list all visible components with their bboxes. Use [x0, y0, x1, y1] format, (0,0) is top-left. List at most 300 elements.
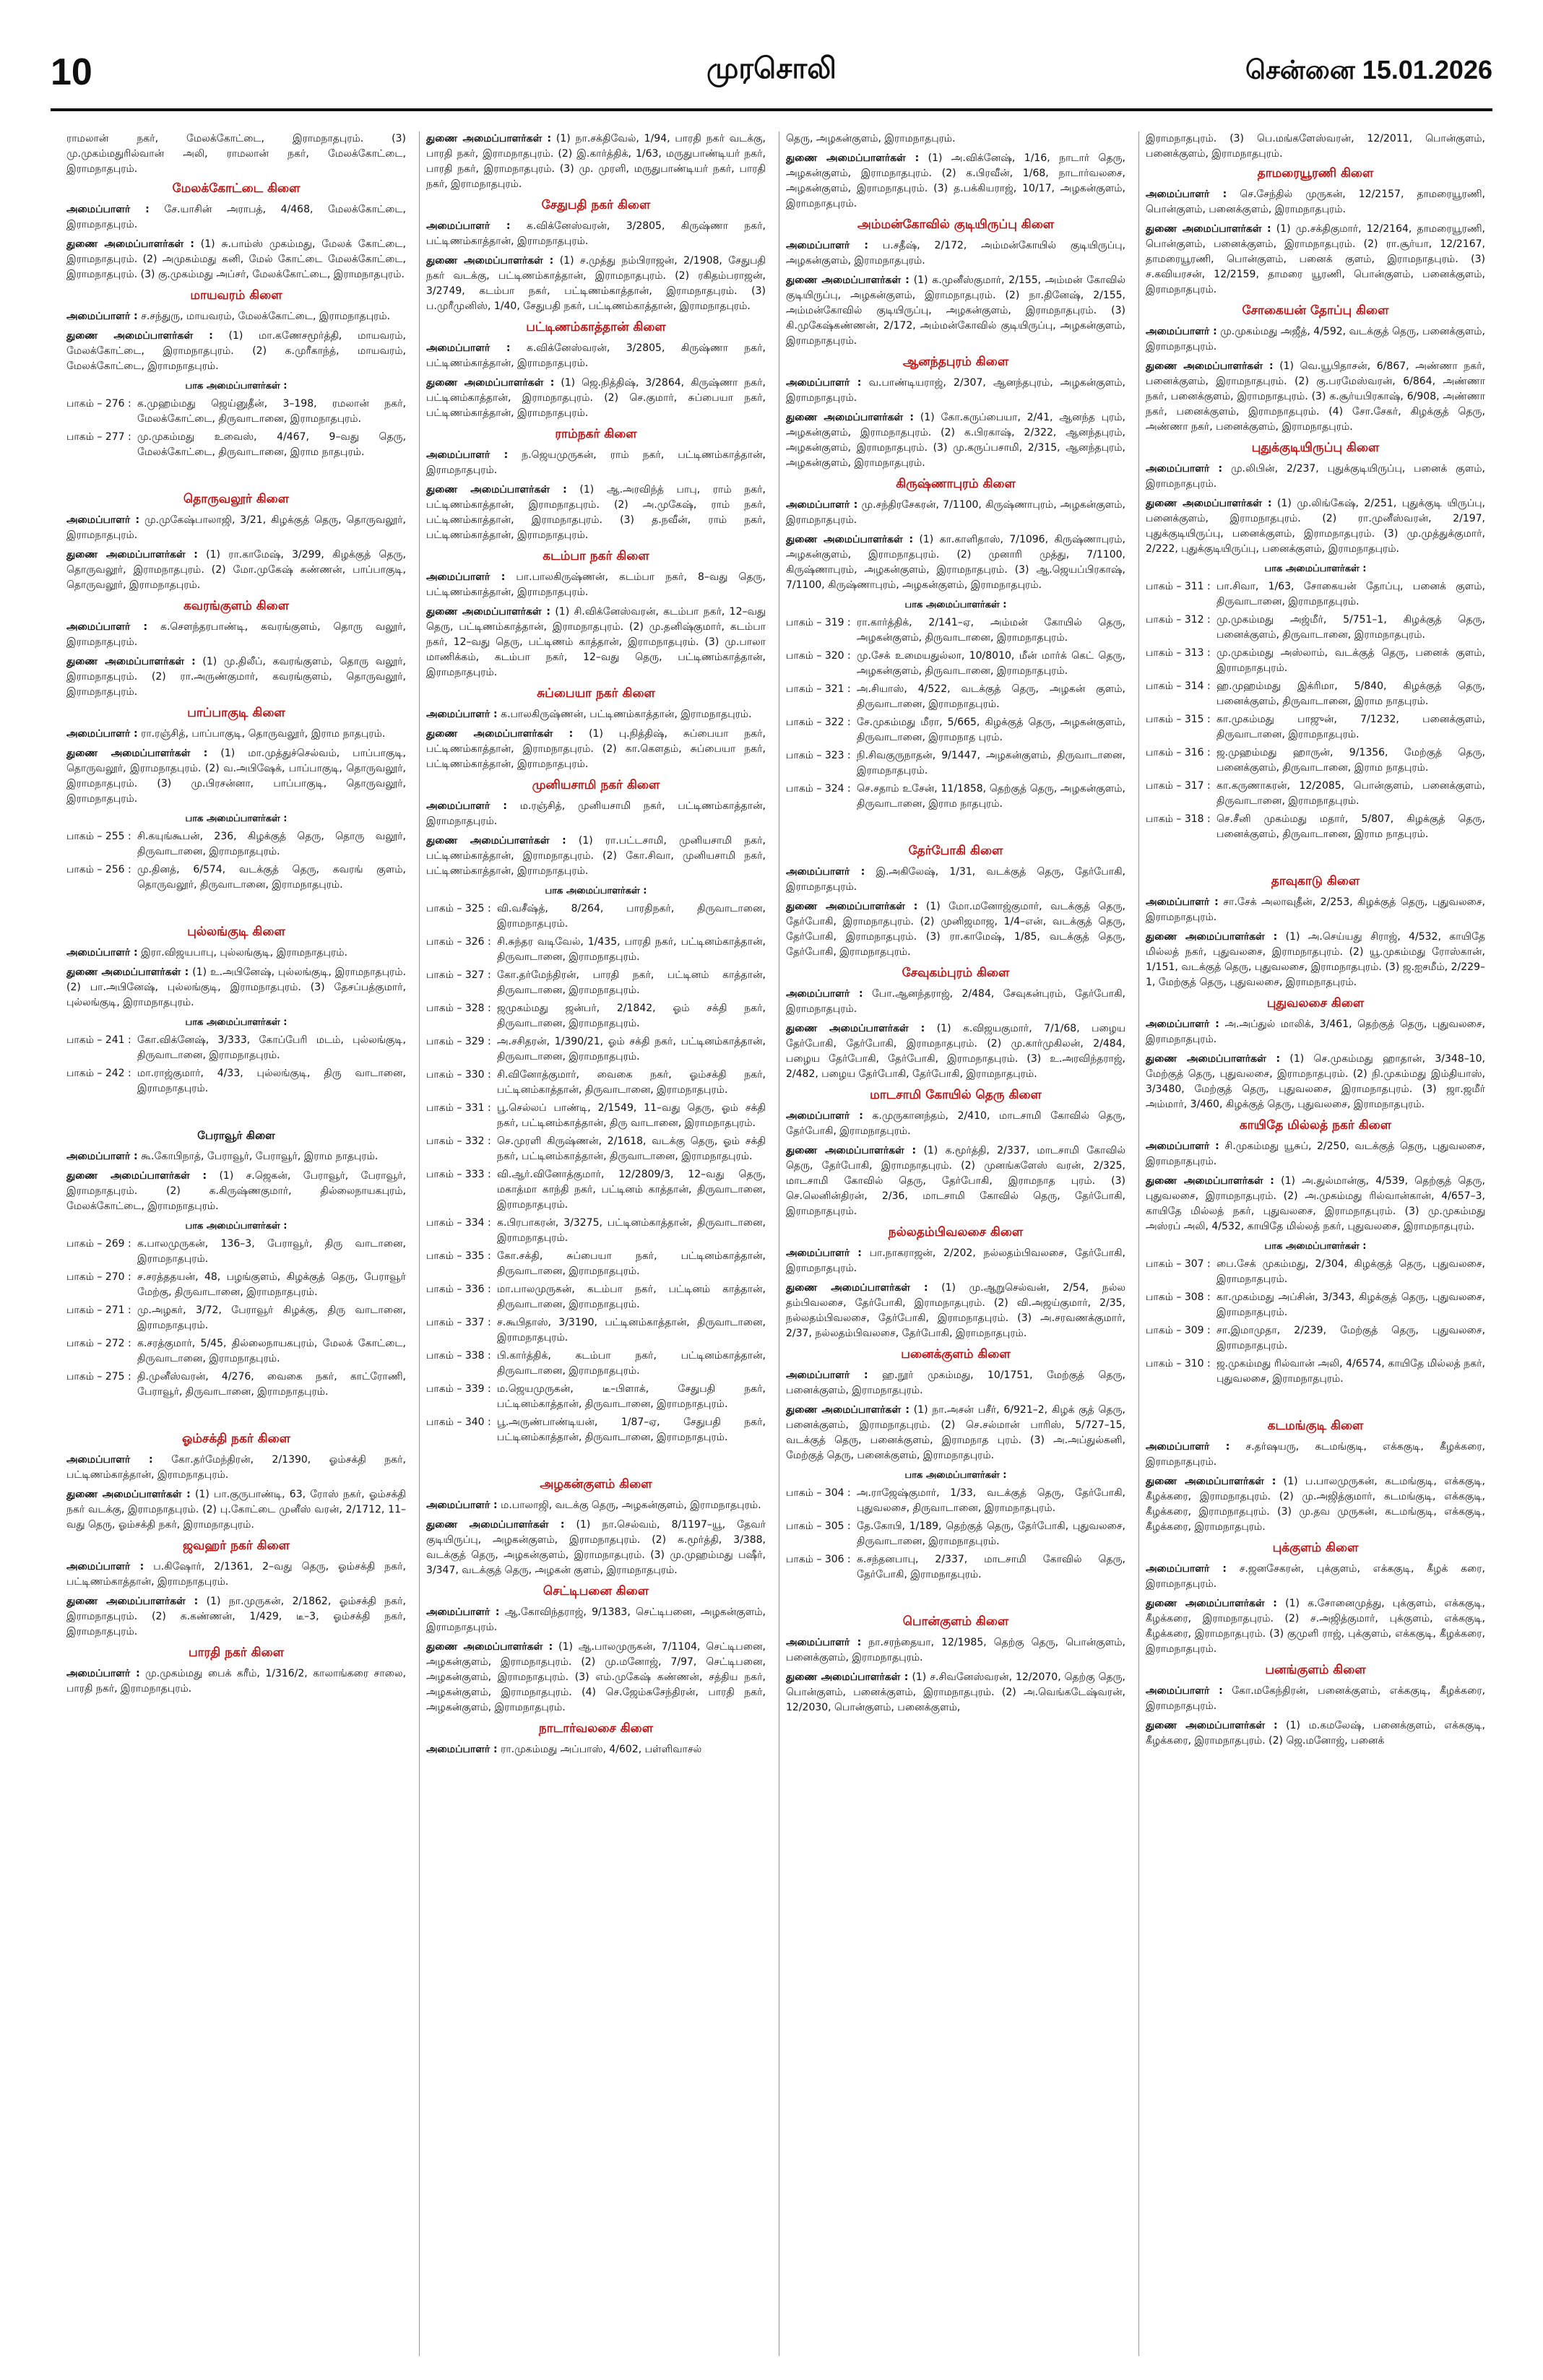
field-label: துணை அமைப்பாளர்கள் :	[786, 534, 914, 545]
field-value: மு.முகம்மது பைக் கரீம், 1/316/2, காலாங்கரை சாலை, பாரதி நகர், இராமநாதபுரம்.	[66, 1668, 406, 1695]
field-label: அமைப்பாளர் :	[426, 342, 511, 354]
booth-number: பாகம் – 330 :	[426, 1069, 491, 1081]
secretary-line	[1146, 462, 1485, 492]
booth-row	[66, 1336, 406, 1367]
booth-number: பாகம் – 275 :	[66, 1371, 131, 1382]
field-value: (1) சு.பாம்ஸ் முகம்மது, மேலக் கோட்டை, இராமநாதபுரம். (2) அமுகம்மது கனி, மேல் கோட்டை மேலக்கோட்டை, இராமநாதபுரம். (3) கு.முகம்மது அப்சர், மேலக்கோட்டை, இராமநாதபுரம்.	[66, 238, 406, 280]
booth-organizer: மு.முகம்மது உவைஸ், 4/467, 9–வது தெரு, மேலக்கோட்டை, திருவாடானை, இராம நாதபுரம்.	[137, 431, 406, 458]
booth-row	[1146, 812, 1485, 842]
booth-number: பாகம் – 331 :	[426, 1102, 491, 1114]
booth-organizer: மு.அழகர், 3/72, பேராவூர் கிழக்கு, திரு வாடானை, இராமநாதபுரம்.	[137, 1304, 406, 1331]
deputies-line	[1146, 1052, 1485, 1112]
booth-organizer: க.சந்தனபாபு, 2/337, மாடசாமி கோவில் தெரு, தேர்போகி, இராமநாதபுரம்.	[857, 1554, 1125, 1580]
booth-number: பாகம் – 326 :	[426, 936, 491, 948]
booth-organizer: சி.வினோத்குமார், வைகை நகர், ஓம்சக்தி நகர், பட்டினம்காத்தான், திருவாடானை, இராமநாதபுரம்.	[497, 1069, 766, 1096]
field-value: இ.அகிலேஷ், 1/31, வடக்குத் தெரு, தேர்போகி, இராமநாதபுரம்.	[786, 866, 1125, 893]
booth-organizer: க.முஹம்மது ஜெய்னுதீன், 3–198, ரமலான் நகர், மேலக்கோட்டை, திருவாடானை, இராமநாதபுரம்.	[137, 398, 406, 425]
part-organizers-heading: பாக அமைப்பாளர்கள் :	[185, 813, 288, 824]
branch-section	[1146, 441, 1485, 842]
field-value: ந.ஜெயமுருகன், ராம் நகர், பட்டிணம்காத்தான், இராமநாதபுரம்.	[426, 449, 766, 476]
secretary-line	[66, 1453, 406, 1483]
booth-row	[426, 1101, 766, 1131]
field-label: அமைப்பாளர் :	[66, 728, 138, 740]
booth-number: பாகம் – 272 :	[66, 1338, 131, 1349]
field-value: ம.பாலாஜி, வடக்கு தெரு, அழகன்குளம், இராமநாதபுரம்.	[501, 1500, 761, 1511]
branch-section	[66, 1539, 406, 1640]
deputies-line	[426, 727, 766, 772]
deputies-line	[786, 1670, 1125, 1715]
field-value: செ.சேந்தில் முருகன், 12/2157, தாமரையூரணி, பொன்குளம், பனைக்குளம், இராமநாதபுரம்.	[1146, 189, 1485, 215]
branch-heading: நல்லதம்பிவலசை கிளை	[888, 1225, 1024, 1239]
booth-row	[786, 649, 1125, 679]
branch-heading: பொன்குளம் கிளை	[902, 1614, 1009, 1629]
field-value: (1) அ.துல்மான்கு, 4/539, தெற்குத் தெரு, புதுவலசை, இராமநாதபுரம். (2) அ.முகம்மது ரில்வான்கான், 4/657–3, காயிதே மில்லத் நகர், புதுவலசை, இராமநாதபுரம். (3) மு.முகம்மது அஸ்ரப் அலி, 4/532, காயிதே மில்லத் நகர், புதுவலசை, இராமநாதபுரம்.	[1146, 1175, 1485, 1232]
branch-heading: புதுவலசை கிளை	[1266, 996, 1365, 1011]
branch-heading: கவரங்குளம் கிளை	[183, 599, 290, 613]
secretary-line	[1146, 1139, 1485, 1169]
branch-heading: பாப்பாகுடி கிளை	[187, 706, 285, 720]
branch-section	[1146, 996, 1485, 1112]
field-label: துணை அமைப்பாளர்கள் :	[786, 1671, 909, 1683]
secretary-line	[786, 1109, 1125, 1139]
field-value: நா.சரந்தையா, 12/1985, தெற்கு தெரு, பொன்குளம், பனைக்குளம், இராமநாதபுரம்.	[786, 1637, 1125, 1663]
deputies-line	[66, 1594, 406, 1640]
field-value: (1) ப.பாலமுருகன், கடமங்குடி, எக்ககுடி, கீழக்கரை, இராமநாதபுரம். (2) மு.அஜித்குமார், கடமங்குடி, எக்ககுடி, கீழக்கரை, இராமநாதபுரம். (3) மு.தவ முருகன், கடமங்குடி, எக்ககுடி, கீழக்கரை, இராமநாதபுரம்.	[1146, 1476, 1485, 1533]
field-value: கோ.மகேந்திரன், பனைக்குளம், எக்ககுடி, கீழக்கரை, இராமநாதபுரம்.	[1146, 1685, 1485, 1712]
field-value: (1) மோ.மனோஜ்குமார், வடக்குத் தெரு, தேர்போகி, இராமநாதபுரம். (2) முனிஜமாஜ, 1/4–என், வடக்குத் தெரு, தேர்போகி, இராமநாதபுரம். (3) ரா.காமேஷ், 1/85, வடக்குத் தெரு, தேர்போகி, இராமநாதபுரம்.	[786, 901, 1125, 958]
branch-heading: ஓம்சக்தி நகர் கிளை	[181, 1432, 290, 1446]
field-value: (1) பா.குருபாண்டி, 63, ரோஸ் நகர், ஓம்சக்தி நகர் வடக்கு, இராமநாதபுரம். (2) பு.கோட்டை முனீஸ் வரன், 2/1712, 11–வது தெரு, ஓம்சக்தி நகர், இராமநாதபுரம்.	[66, 1489, 406, 1531]
branch-section	[786, 1225, 1125, 1341]
field-label: துணை அமைப்பாளர்கள் :	[786, 901, 918, 912]
field-value: (1) மு.லிங்கேஷ், 2/251, புதுக்குடி யிருப்பு, பனைக்குளம், இராமநாதபுரம். (2) ரா.முனீஸ்வரன், 2/197, புதுக்குடியிருப்பு, பனைக்குளம், இராமநாதபுரம். (3) மு.முத்துக்குமார், 2/222, புதுக்குடியிருப்பு, பனைக்குளம், இராமநாதபுரம்.	[1146, 498, 1485, 555]
field-label: அமைப்பாளர் :	[786, 1369, 868, 1381]
part-organizers-heading: பாக அமைப்பாளர்கள் :	[185, 1221, 288, 1232]
field-label: துணை அமைப்பாளர்கள் :	[66, 1489, 191, 1500]
field-label: அமைப்பாளர் :	[66, 1668, 140, 1679]
branch-section	[1146, 1663, 1485, 1749]
deputies-line	[426, 834, 766, 879]
field-value: (1) ஜெ.நித்திஷ், 3/2864, கிருஷ்ணா நகர், பட்டினம்காத்தான், இராமநாதபுரம். (2) செ.குமார், சுப்பையா நகர், பட்டிணம்காத்தான், இராமநாதபுரம்.	[426, 377, 766, 419]
field-label: அமைப்பாளர் :	[786, 377, 862, 389]
secretary-line	[1146, 1684, 1485, 1714]
booth-number: பாகம் – 332 :	[426, 1135, 491, 1147]
secretary-line	[1146, 1017, 1485, 1047]
field-label: துணை அமைப்பாளர்கள் :	[786, 1282, 928, 1294]
field-label: துணை அமைப்பாளர்கள் :	[786, 274, 909, 286]
secretary-line	[786, 865, 1125, 895]
booth-number: பாகம் – 242 :	[66, 1068, 131, 1079]
field-label: அமைப்பாளர் :	[426, 220, 511, 232]
booth-row	[66, 430, 406, 460]
field-label: துணை அமைப்பாளர்கள் :	[1146, 1476, 1276, 1487]
branch-section	[426, 320, 766, 421]
continued-text: இராமநாதபுரம். (3) பெ.மங்களேஸ்வரன், 12/2011, பொன்குளம், பனைக்குளம், இராமநாதபுரம்.	[1146, 133, 1485, 160]
branch-section	[786, 131, 1125, 212]
field-value: (1) ச.சிவனேஸ்வரன், 12/2070, தெற்கு தெரு, பொன்குளம், பனைக்குளம், இராமநாதபுரம். (2) அ.வெங்கடேஷ்வரன், 12/2030, பொன்குளம், பனைக்குளம்,	[786, 1671, 1125, 1713]
deputies-line	[66, 329, 406, 374]
field-value: ஹ.நூர் முகம்மது, 10/1751, மேற்குத் தெரு, பனைக்குளம், இராமநாதபுரம்.	[786, 1369, 1125, 1396]
booth-number: பாகம் – 328 :	[426, 1003, 491, 1014]
column-1	[66, 131, 406, 2356]
secretary-line	[66, 1559, 406, 1590]
field-label: அமைப்பாளர் :	[786, 988, 863, 1000]
deputies-line	[66, 548, 406, 593]
booth-organizer: மு.முகம்மது அஜ்மீர், 5/751–1, கிழக்குத் தெரு, பனைக்குளம், திருவாடானை, இராமநாதபுரம்.	[1216, 614, 1485, 641]
field-value: மு.லிபின், 2/237, புதுக்குடியிருப்பு, பனைக் குளம், இராமநாதபுரம்.	[1146, 463, 1485, 490]
booth-number: பாகம் – 315 :	[1146, 714, 1211, 725]
branch-section	[66, 599, 406, 700]
booth-organizer: கா.கருணாகரன், 12/2085, பொன்குளம், பனைக்குளம், திருவாடானை, இராமநாதபுரம்.	[1216, 780, 1485, 807]
field-value: வ.பாண்டியராஜ், 2/307, ஆனந்தபுரம், அழகன்குளம், இராமநாதபுரம்.	[786, 377, 1125, 404]
branch-heading: சேதுபதி நகர் கிளை	[541, 198, 651, 212]
branch-section	[1146, 1419, 1485, 1535]
booth-row	[426, 968, 766, 998]
booth-organizer: ஜ.முஹம்மது ஹாருன், 9/1356, மேற்குத் தெரு, பனைக்குளம், திருவாடானை, இராம நாதபுரம்.	[1216, 747, 1485, 774]
booth-row	[1146, 579, 1485, 610]
field-value: (1) மு.ஆறுசெல்வன், 2/54, நல்ல தம்பிவலசை, தேர்போகி, இராமநாதபுரம். (2) வி.அஜய்குமார், 2/35, நல்லதம்பிவலசை, தேர்போகி, இராமநாதபுரம். (3) அ.சரவணக்குமார், 2/37, நல்லதம்பிவலசை, தேர்போகி, இராமநாதபுரம்.	[786, 1282, 1125, 1339]
booth-row	[66, 1237, 406, 1267]
booth-row	[786, 782, 1125, 812]
branch-heading: பேராவூர் கிளை	[197, 1129, 275, 1142]
field-label: துணை அமைப்பாளர்கள் :	[66, 966, 189, 978]
secretary-line	[426, 707, 766, 722]
field-label: அமைப்பாளர் :	[1146, 1141, 1219, 1152]
field-label: அமைப்பாளர் :	[66, 204, 150, 215]
deputies-line	[786, 151, 1125, 212]
field-label: அமைப்பாளர் :	[66, 514, 140, 526]
field-label: துணை அமைப்பாளர்கள் :	[426, 835, 566, 847]
field-value: (1) ச.ஜெகன், பேராவூர், பேராவூர், இராமநாதபுரம். (2) க.கிருஷ்ணகுமார், தில்லைநாயகபுரம், மேலக்கோட்டை, இராமநாதபுரம்.	[66, 1170, 406, 1212]
part-organizers-heading: பாக அமைப்பாளர்கள் :	[1264, 563, 1367, 574]
branch-section	[426, 1477, 766, 1578]
secretary-line	[66, 309, 406, 324]
booth-row	[66, 1303, 406, 1333]
booth-number: பாகம் – 318 :	[1146, 813, 1211, 825]
field-label: அமைப்பாளர் :	[786, 1247, 862, 1259]
field-label: துணை அமைப்பாளர்கள் :	[786, 412, 915, 423]
secretary-line	[66, 202, 406, 233]
field-value: அ.அப்துல் மாலிக், 3/461, தெற்குத் தெரு, புதுவலசை, இராமநாதபுரம்.	[1146, 1018, 1485, 1045]
branch-heading: கடம்பா நகர் கிளை	[543, 549, 649, 563]
field-value: (1) உ.அபினேஷ், புல்லங்குடி, இராமநாதபுரம். (2) பா.அபினேஷ், புல்லங்குடி, இராமநாதபுரம். (3) தேசப்பத்குமார், புல்லங்குடி, இராமநாதபுரம்.	[66, 966, 406, 1008]
booth-row	[1146, 613, 1485, 643]
booth-row	[1146, 745, 1485, 776]
booth-number: பாகம் – 319 :	[786, 617, 851, 628]
booth-number: பாகம் – 320 :	[786, 650, 851, 662]
field-label: அமைப்பாளர் :	[786, 866, 865, 878]
field-value: (1) அ.விக்னேஷ், 1/16, நாடார் தெரு, அழகன்குளம், இராமநாதபுரம். (2) க.பிரவீன், 1/68, நாடார்வலசை, அழகன்குளம், இராமநாதபுரம். (3) த.பக்கியராஜ், 10/17, அழகன்குளம், இராமநாதபுரம்.	[786, 152, 1125, 209]
branch-section	[1146, 1118, 1485, 1387]
branch-heading: செட்டிபனை கிளை	[543, 1584, 649, 1598]
field-label: அமைப்பாளர் :	[66, 1454, 153, 1466]
field-value: (1) நா.முருகன், 2/1862, ஓம்சக்தி நகர், இராமநாதபுரம். (2) க.கண்ணன், 1/429, டீ–3, ஓம்சக்தி நகர், இராமநாதபுரம்.	[66, 1596, 406, 1637]
deputies-line	[426, 605, 766, 680]
field-value: (1) சி.விக்னேஸ்வரன், கடம்பா நகர், 12–வது தெரு, பட்டிணம்காத்தான், இராமநாதபுரம். (2) மு.தனிஷ்குமார், கடம்பா நகர், 12–வது தெரு, பட்டிணம் காத்தான், இராமநாதபுரம். (3) மு.பாலா மாணிக்கம், கடம்பா நகர், 12–வது தெரு, பட்டிணம்காத்தான், இராமநாதபுரம்.	[426, 606, 766, 678]
branch-heading: தாமரையூரணி கிளை	[1257, 166, 1374, 181]
field-value: (1) நா.அசன் பசீர், 6/921–2, கிழக் குத் தெரு, பனைக்குளம், இராமநாதபுரம். (2) செ.சல்மான் பாரிஸ், 5/727–15, வடக்குத் தெரு, பனைக்குளம், இராமநாத புரம். (3) அ.அப்துல்கனி, மேற்குத் தெரு, பனைக்குளம், இராமநாதபுரம்.	[786, 1404, 1125, 1461]
booth-row	[426, 935, 766, 965]
booth-row	[1146, 779, 1485, 809]
field-value: (1) ஆ.அரவிந்த் பாபு, ராம் நகர், பட்டிணம்காத்தான், இராமநாதபுரம். (2) அ.முகேஷ், ராம் நகர், பட்டிணம்காத்தான், இராமநாதபுரம். (3) த.நவீன், ராம் நகர், பட்டிணம்காத்தான், இராமநாதபுரம்.	[426, 484, 766, 541]
booth-number: பாகம் – 338 :	[426, 1350, 491, 1362]
branch-heading: மாடசாமி கோயில் தெரு கிளை	[870, 1088, 1042, 1102]
field-value: இரா.விஜயபாபு, புல்லங்குடி, இராமநாதபுரம்.	[141, 947, 347, 959]
field-label: துணை அமைப்பாளர்கள் :	[426, 1641, 553, 1653]
secretary-line	[66, 513, 406, 543]
booth-organizer: அ.சியாஸ், 4/522, வடக்குத் தெரு, அழகன் குளம், திருவாடானை, இராமநாதபுரம்.	[857, 683, 1125, 710]
field-label: அமைப்பாளர் :	[786, 1637, 862, 1648]
branch-heading: பனைக்குளம் கிளை	[901, 1347, 1011, 1362]
part-organizers-heading: பாக அமைப்பாளர்கள் :	[904, 600, 1007, 610]
booth-number: பாகம் – 269 :	[66, 1238, 131, 1250]
booth-organizer: பா.சிவா, 1/63, சோகையன் தோப்பு, பனைக் குளம், திருவாடானை, இராமநாதபுரம்.	[1216, 581, 1485, 607]
booth-organizer: தே.கோபி, 1/189, தெற்குத் தெரு, தேர்போகி, புதுவலசை, திருவாடானை, இராமநாதபுரம்.	[857, 1520, 1125, 1547]
newspaper-name: முரசொலி	[706, 52, 837, 85]
field-value: (1) ரா.காமேஷ், 3/299, கிழக்குத் தெரு, தொருவலூர், இராமநாதபுரம். (2) மோ.முகேஷ் கண்ணன், பாப்பாகுடி, தொருவலூர், இராமநாதபுரம்.	[66, 549, 406, 591]
page-number: 10	[51, 51, 92, 93]
booth-row	[1146, 679, 1485, 709]
branch-heading: தொருவலூர் கிளை	[183, 492, 290, 506]
branch-heading: சுப்பையா நகர் கிளை	[537, 686, 655, 701]
field-value: (1) மா.கணேசமூர்த்தி, மாயவரம், மேலக்கோட்டை, இராமநாதபுரம். (2) க.முரீகாந்த், மாயவரம், மேலக்கோட்டை, இராமநாதபுரம்.	[66, 330, 406, 372]
deputies-line	[66, 1487, 406, 1533]
booth-organizer: ஜமுகம்மது ஜன்பர், 2/1842, ஓம் சக்தி நகர், திருவாடானை, இராமநாதபுரம்.	[497, 1003, 766, 1029]
field-label: அமைப்பாளர் :	[426, 1606, 500, 1618]
booth-number: பாகம் – 335 :	[426, 1250, 491, 1262]
masthead	[51, 51, 1492, 111]
secretary-line	[786, 1635, 1125, 1666]
branch-heading: சோகையன் தோப்பு கிளை	[1242, 303, 1389, 318]
booth-number: பாகம் – 305 :	[786, 1520, 851, 1532]
booth-row	[426, 1282, 766, 1312]
branch-section	[786, 355, 1125, 471]
booth-row	[1146, 646, 1485, 676]
field-label: துணை அமைப்பாளர்கள் :	[426, 255, 554, 267]
booth-number: பாகம் – 276 :	[66, 398, 131, 410]
deputies-line	[66, 237, 406, 282]
deputies-line	[1146, 496, 1485, 557]
booth-organizer: ம.ஜெயமுருகன், டீ–பிளாக், சேதுபதி நகர், பட்டினம்காத்தான், திருவாடானை, இராமநாதபுரம்.	[497, 1383, 766, 1410]
secretary-line	[426, 341, 766, 371]
deputies-line	[786, 899, 1125, 960]
deputies-line	[66, 654, 406, 700]
field-label: அமைப்பாளர் :	[66, 1561, 144, 1572]
field-value: (1) மு.திலீப், கவரங்குளம், தொரு வலூர், இராமநாதபுரம். (2) ரா.அருண்குமார், கவரங்குளம், தொருவலூர், இராமநாதபுரம்.	[66, 656, 406, 698]
continued-text: ராமலான் நகர், மேலக்கோட்டை, இராமநாதபுரம். (3) மு.முகம்மதுரில்வான் அலி, ராமலான் நகர், மேலக்கோட்டை, இராமநாதபுரம்.	[66, 133, 406, 175]
field-value: (1) ரா.பட்டசாமி, முனியசாமி நகர், பட்டிணம்காத்தான், இராமநாதபுரம். (2) கோ.சிவா, முனியசாமி நகர், பட்டிணம்காத்தான், இராமநாதபுரம்.	[426, 835, 766, 877]
deputies-line	[786, 1143, 1125, 1219]
deputies-line	[426, 254, 766, 314]
field-value: க.முருகானந்தம், 2/410, மாடசாமி கோவில் தெரு, தேர்போகி, இராமநாதபுரம்.	[786, 1110, 1125, 1137]
branch-heading: நாடார்வலசை கிளை	[538, 1721, 654, 1736]
booth-organizer: சா.இமாமுதா, 2/239, மேற்குத் தெரு, புதுவலசை, இராமநாதபுரம்.	[1216, 1325, 1485, 1351]
booth-number: பாகம் – 312 :	[1146, 614, 1211, 626]
branch-section	[786, 1088, 1125, 1219]
deputies-line	[426, 1640, 766, 1715]
booth-number: பாகம் – 321 :	[786, 683, 851, 695]
booth-organizer: வி.வசீஷ்த், 8/264, பாரதிநகர், திருவாடானை, இராமநாதபுரம்.	[497, 903, 766, 930]
branch-heading: சேவுகம்புரம் கிளை	[902, 966, 1010, 980]
part-organizers-heading: பாக அமைப்பாளர்கள் :	[185, 381, 288, 391]
field-label: துணை அமைப்பாளர்கள் :	[786, 1145, 917, 1156]
field-value: ச.தர்ஷயரு, கடமங்குடி, எக்ககுடி, கீழக்கரை, இராமநாதபுரம்.	[1146, 1441, 1485, 1468]
field-label: அமைப்பாளர் :	[1146, 189, 1227, 200]
booth-number: பாகம் – 304 :	[786, 1487, 851, 1499]
field-value: (1) பு.நித்திஷ், சுப்பையா நகர், பட்டிணம்காத்தான், இராமநாதபுரம். (2) கா.கௌதம், சுப்பையா நகர், பட்டிணம்காத்தான், இராமநாதபுரம்.	[426, 728, 766, 770]
booth-number: பாகம் – 333 :	[426, 1169, 491, 1180]
field-value: (1) க.விஜயகுமார், 7/1/68, பழைய தேர்போகி, தேர்போகி, இராமநாதபுரம். (2) மு.கார்முகிலன், 2/484, பழைய தேர்போகி, தேர்போகி, இராமநாதபுரம். (3) உ.அரவிந்தராஜ், 2/482, பழைய தேர்போகி, தேர்போகி, இராமநாதபுரம்.	[786, 1023, 1125, 1080]
booth-row	[1146, 1257, 1485, 1287]
booth-number: பாகம் – 329 :	[426, 1036, 491, 1047]
secretary-line	[66, 620, 406, 650]
booth-number: பாகம் – 255 :	[66, 831, 131, 842]
field-label: துணை அமைப்பாளர்கள் :	[1146, 1053, 1281, 1065]
field-value: ஆ.கோவிந்தராஜ், 9/1383, செட்டிபனை, அழகன்குளம், இராமநாதபுரம்.	[426, 1606, 766, 1633]
deputies-line	[786, 1281, 1125, 1341]
field-value: (1) ம.கமலேஷ், பனைக்குளம், எக்ககுடி, கீழக்கரை, இராமநாதபுரம். (2) ஜெ.மனோஜ், பனைக்	[1146, 1720, 1485, 1747]
booth-number: பாகம் – 340 :	[426, 1416, 491, 1428]
branch-section	[426, 427, 766, 543]
booth-number: பாகம் – 324 :	[786, 783, 851, 795]
booth-organizer: பை.சேக் முகம்மது, 2/304, கிழக்குத் தெரு, புதுவலசை, இராமநாதபுரம்.	[1216, 1258, 1485, 1285]
secretary-line	[66, 1149, 406, 1164]
booth-row	[1146, 1290, 1485, 1320]
field-value: கோ.தர்மேந்திரன், 2/1390, ஓம்சக்தி நகர், பட்டிணம்காத்தான், இராமநாதபுரம்.	[66, 1454, 406, 1481]
secretary-line	[426, 219, 766, 249]
booth-row	[1146, 1356, 1485, 1387]
field-value: க.பாலகிருஷ்ணன், பட்டிணம்காத்தான், இராமநாதபுரம்.	[501, 709, 752, 720]
field-label: துணை அமைப்பாளர்கள் :	[1146, 1598, 1277, 1609]
booth-row	[426, 1349, 766, 1379]
branch-section	[786, 217, 1125, 349]
branch-section	[66, 1432, 406, 1533]
booth-organizer: செ.சதாம் உசேன், 11/1858, தெற்குத் தெரு, அழகன்குளம், திருவாடானை, இராம நாதபுரம்.	[857, 783, 1125, 810]
deputies-line	[426, 483, 766, 543]
field-value: க.விக்னேஸ்வரன், 3/2805, கிருஷ்ணா நகர், பட்டிணம்காத்தான், இராமநாதபுரம்.	[426, 220, 766, 247]
booth-row	[1146, 712, 1485, 743]
branch-heading: ஜவஹர் நகர் கிளை	[182, 1539, 290, 1553]
booth-organizer: மா.ராஜ்குமார், 4/33, புல்லங்குடி, திரு வாடானை, இராமநாதபுரம்.	[137, 1068, 406, 1094]
booth-organizer: மா.பாலமுருகன், கடம்பா நகர், பட்டினம் காத்தான், திருவாடானை, இராமநாதபுரம்.	[497, 1284, 766, 1310]
field-label: அமைப்பாளர் :	[426, 800, 507, 812]
field-value: ச.ஜனசேகரன், புக்குளம், எக்ககுடி, கீழக் கரை, இராமநாதபுரம்.	[1146, 1563, 1485, 1590]
booth-row	[66, 1369, 406, 1400]
field-label: துணை அமைப்பாளர்கள் :	[426, 606, 551, 618]
dateline: சென்னை 15.01.2026	[1245, 55, 1492, 85]
booth-row	[426, 1415, 766, 1445]
booth-row	[66, 829, 406, 860]
part-organizers-heading: பாக அமைப்பாளர்கள் :	[185, 1017, 288, 1028]
booth-row	[66, 1066, 406, 1096]
deputies-line	[1146, 930, 1485, 990]
booth-row	[786, 615, 1125, 646]
booth-organizer: தி.முனீஸ்வரன், 4/276, வைகை நகர், காட்ரோணி, பேராவூர், திருவாடானை, இராமநாதபுரம்.	[137, 1371, 406, 1398]
booth-organizer: சி.கயுங்கூபன், 236, கிழக்குத் தெரு, தொரு வலூர், திருவாடானை, இராமநாதபுரம்.	[137, 831, 406, 857]
branch-heading: புக்குளம் கிளை	[1272, 1541, 1359, 1555]
booth-number: பாகம் – 270 :	[66, 1271, 131, 1283]
booth-row	[426, 1315, 766, 1346]
field-value: பா.நாகராஜன், 2/202, நல்லதம்பிவலசை, தேர்போகி, இராமநாதபுரம்.	[786, 1247, 1125, 1274]
field-label: அமைப்பாளர் :	[1146, 1018, 1219, 1030]
branch-section	[426, 686, 766, 772]
secretary-line	[426, 799, 766, 829]
field-value: ம.ரஞ்சித், முனியசாமி நகர், பட்டிணம்காத்தான், இராமநாதபுரம்.	[426, 800, 766, 827]
booth-row	[1146, 1323, 1485, 1354]
booth-organizer: மு.சேக் உமையதுல்லா, 10/8010, மீன் மார்க் கெட் தெரு, அழகன்குளம், திருவாடானை, இராமநாதபுரம்.	[857, 650, 1125, 677]
booth-number: பாகம் – 322 :	[786, 717, 851, 728]
field-value: (1) க.மூர்த்தி, 2/337, மாடசாமி கோவில் தெரு, தேர்போகி, இராமநாதபுரம். (2) முனங்களேஸ் வரன், 2/325, மாடசாமி கோவில் தெரு, தேர்போகி, இராமநாத புரம். (3) செ.லெனின்திரன், 2/36, மாடசாமி கோவில் தெரு, தேர்போகி, இராமநாதபுரம்.	[786, 1145, 1125, 1217]
field-label: அமைப்பாளர் :	[1146, 1441, 1230, 1453]
field-value: மு.முகம்மது அஜீத், 4/592, வடக்குத் தெரு, பனைக்குளம், இராமநாதபுரம்.	[1146, 326, 1485, 352]
secretary-line	[786, 1246, 1125, 1276]
booth-number: பாகம் – 307 :	[1146, 1258, 1211, 1270]
field-label: அமைப்பாளர் :	[786, 240, 869, 251]
field-label: துணை அமைப்பாளர்கள் :	[1146, 498, 1272, 509]
branch-heading: கடமங்குடி கிளை	[1267, 1419, 1364, 1433]
booth-row	[66, 862, 406, 893]
booth-number: பாகம் – 323 :	[786, 750, 851, 761]
booth-number: பாகம் – 313 :	[1146, 647, 1211, 659]
booth-organizer: வி.ஆர்.வினோத்குமார், 12/2809/3, 12–வது தெரு, மகாத்மா காந்தி நகர், பட்டினம் காத்தான், திருவாடானை, இராமநாதபுரம்.	[497, 1169, 766, 1211]
booth-organizer: சே.முகம்மது மீரா, 5/665, கிழக்குத் தெரு, அழகன்குளம், திருவாடானை, இராமநாத புரம்.	[857, 717, 1125, 743]
field-label: அமைப்பாளர் :	[426, 1744, 498, 1755]
branch-section	[786, 1614, 1125, 1715]
booth-organizer: சி.சுந்தர வடிவேல், 1/435, பாரதி நகர், பட்டினம்காத்தான், திருவாடானை, இராமநாதபுரம்.	[497, 936, 766, 963]
branch-heading: மாயவரம் கிளை	[190, 288, 282, 303]
secretary-line	[786, 376, 1125, 406]
booth-organizer: மு.தினத், 6/574, வடக்குத் தெரு, கவரங் குளம், தொருவலூர், திருவாடானை, இராமநாதபுரம்.	[137, 864, 406, 891]
deputies-line	[1146, 1596, 1485, 1657]
branch-section	[66, 706, 406, 893]
field-label: துணை அமைப்பாளர்கள் :	[66, 330, 213, 342]
field-value: க.சௌந்தரபாண்டி, கவரங்குளம், தொரு வலூர், இராமநாதபுரம்.	[66, 621, 406, 648]
booth-number: பாகம் – 337 :	[426, 1317, 491, 1328]
field-value: சா.சேக் அலாவுதீன், 2/253, கிழக்குத் தெரு, புதுவலசை, இராமநாதபுரம்.	[1146, 896, 1485, 923]
secretary-line	[1146, 895, 1485, 925]
branch-section	[66, 1645, 406, 1697]
branch-heading: பாரதி நகர் கிளை	[188, 1645, 285, 1660]
field-label: அமைப்பாளர் :	[1146, 1563, 1227, 1575]
branch-section	[426, 198, 766, 314]
field-label: அமைப்பாளர் :	[426, 1500, 498, 1511]
field-value: (1) க.சோனைமுத்து, புக்குளம், எக்ககுடி, கீழக்கரை, இராமநாதபுரம். (2) ச.அஜித்குமார், புக்குளம், எக்ககுடி, கீழக்கரை, இராமநாதபுரம். (3) குமுளி ராஜ், புக்குளம், எக்ககுடி, கீழக்கரை, இராமநாதபுரம்.	[1146, 1598, 1485, 1655]
booth-number: பாகம் – 325 :	[426, 903, 491, 914]
booth-number: பாகம் – 311 :	[1146, 581, 1211, 592]
booth-row	[426, 1249, 766, 1279]
branch-heading: காயிதே மில்லத் நகர் கிளை	[1239, 1118, 1392, 1133]
field-label: துணை அமைப்பாளர்கள் :	[1146, 1720, 1278, 1731]
field-value: (1) ச.முத்து நம்பிராஜன், 2/1908, சேதுபதி நகர் வடக்கு, பட்டிணம்காத்தான், இராமநாதபுரம். (2) ரகிதம்பராஜன், 3/2749, கடம்பா நகர், பட்டிணம்காத்தான், இராமநாதபுரம். (3) ப.முரீமுனிஸ், 1/40, சேதுபதி நகர், பட்டிணம்காத்தான், இராமநாதபுரம்.	[426, 255, 766, 312]
booth-row	[786, 748, 1125, 779]
booth-organizer: க.பாலமுருகன், 136–3, பேராவூர், திரு வாடானை, இராமநாதபுரம்.	[137, 1238, 406, 1265]
field-value: (1) கா.காளிதாஸ், 7/1096, கிருஷ்ணாபுரம், அழகன்குளம், இராமநாதபுரம். (2) முனாரி முத்து, 7/1100, கிருஷ்ணாபுரம், அழகன்குளம், இராமநாதபுரம். (3) ஆ.ஜெயப்பிரகாஷ், 7/1100, கிருஷ்ணாபுரம், அழகன்குளம், இராமநாதபுரம்.	[786, 534, 1125, 591]
deputies-line	[786, 273, 1125, 349]
secretary-line	[426, 448, 766, 478]
field-value: (1) நா.சக்திவேல், 1/94, பாரதி நகர் வடக்கு, பாரதி நகர், இராமநாதபுரம். (2) இ.கார்த்திக், 1/63, மருதுபாண்டியர் நகர், பாரதி நகர், இராமநாதபுரம். (3) மு. முரளி, மருதுபாண்டியர் நகர், பாரதி நகர், இராமநாதபுரம்.	[426, 133, 766, 190]
field-label: அமைப்பாளர் :	[1146, 1685, 1223, 1697]
secretary-line	[1146, 1440, 1485, 1470]
secretary-line	[1146, 1562, 1485, 1592]
field-value: சி.முகம்மது யூசுப், 2/250, வடக்குத் தெரு, புதுவலசை, இராமநாதபுரம்.	[1146, 1141, 1485, 1167]
deputies-line	[786, 410, 1125, 471]
booth-number: பாகம் – 334 :	[426, 1217, 491, 1229]
secretary-line	[786, 498, 1125, 528]
branch-section	[1146, 874, 1485, 990]
field-label: துணை அமைப்பாளர்கள் :	[426, 377, 555, 389]
field-label: அமைப்பாளர் :	[66, 1151, 138, 1162]
secretary-line	[426, 1498, 766, 1513]
